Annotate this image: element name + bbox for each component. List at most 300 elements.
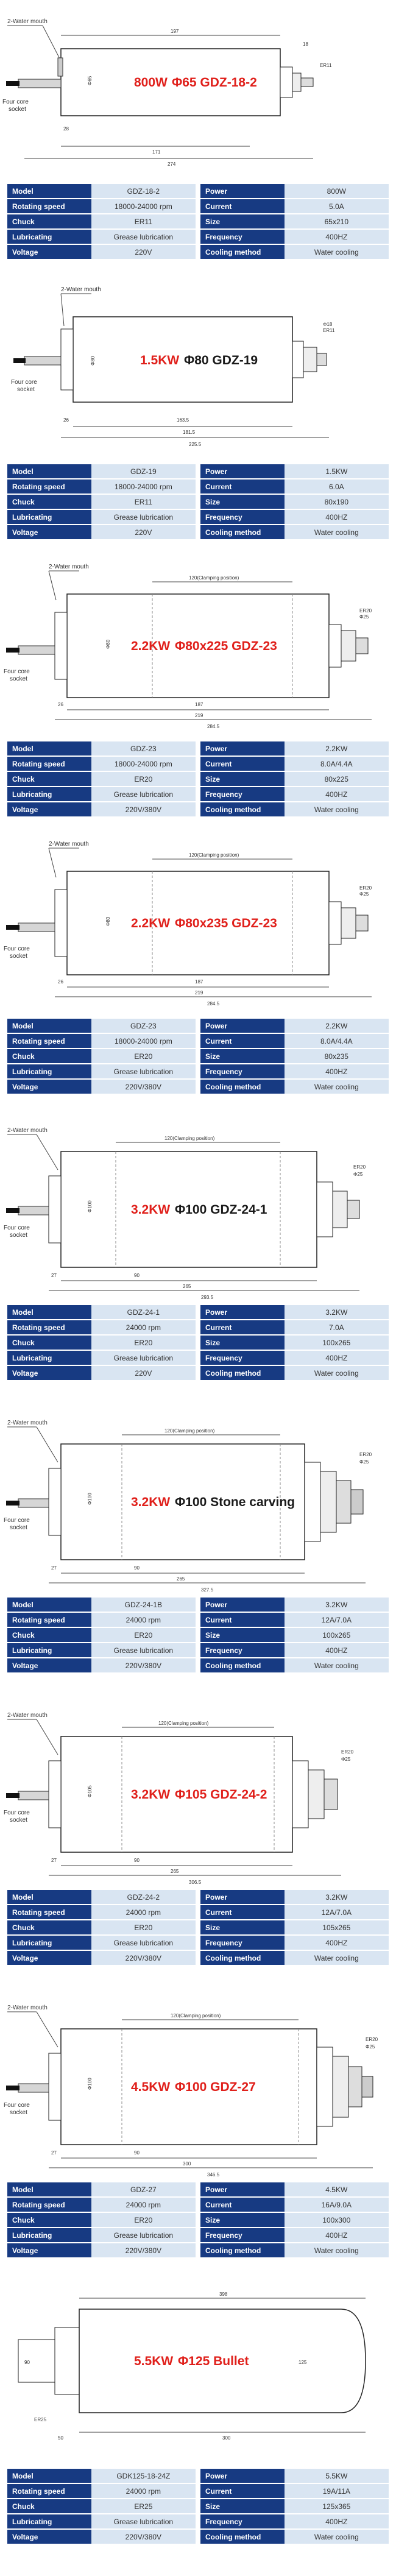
product-title-power: 3.2KW [131,1495,171,1509]
spec-key: Rotating speed [7,1320,91,1334]
spec-value: 19A/11A [285,2484,389,2498]
spec-key: Model [7,741,91,755]
spec-key: Cooling method [200,1366,285,1380]
spec-value: ER20 [91,2213,196,2227]
dim-r: Φ25 [366,2044,375,2050]
dim-total: 327.5 [201,1587,214,1593]
dim-clamp: 120(Clamping position) [164,1136,215,1141]
dim-left: 50 [58,2435,63,2441]
spec-value: Grease lubrication [91,1064,196,1078]
water-mouth-label: 2-Water mouth [7,1127,48,1134]
product-title-power: 1.5KW [140,353,180,367]
spec-key: Power [200,1305,285,1319]
spec-value: 400HZ [285,2228,389,2242]
spec-value: 24000 rpm [91,1905,196,1919]
spec-value: ER11 [91,214,196,228]
spec-table [7,1304,389,1381]
socket-label: Four core [4,2102,30,2109]
spec-value: 8.0A/4.4A [285,757,389,771]
spec-value: 24000 rpm [91,1613,196,1627]
product-title-model: Φ100 GDZ-24-1 [175,1203,267,1217]
spec-key: Rotating speed [7,1613,91,1627]
dim-mid: 90 [134,1565,140,1571]
spec-value: 400HZ [285,787,389,801]
dim-left: 26 [58,979,63,985]
spec-key: Voltage [7,2243,91,2257]
spec-value: GDZ-23 [91,741,196,755]
spec-key: Power [200,1598,285,1612]
spec-value: 220V/380V [91,1080,196,1094]
dim-body: 181.5 [183,430,196,435]
water-mouth-label: 2-Water mouth [49,564,89,570]
spec-key: Model [7,2182,91,2196]
spec-key: Frequency [200,787,285,801]
spindle-drawing-2-2kw-235 [0,835,396,1017]
dim-body: 219 [195,713,203,718]
spec-key: Cooling method [200,1080,285,1094]
water-mouth-label: 2-Water mouth [49,841,89,847]
dim-er: ER20 [353,1164,366,1170]
spec-key: Voltage [7,525,91,539]
spec-value: 220V/380V [91,802,196,816]
product-title-power: 4.5KW [131,2080,171,2094]
spec-value: 6.0A [285,479,389,494]
spec-value: 24000 rpm [91,2484,196,2498]
spec-value: 1.5KW [285,464,389,478]
spec-value: Water cooling [285,802,389,816]
spec-table [7,463,389,540]
spec-value: ER20 [91,772,196,786]
dim-total: 306.5 [189,1880,202,1885]
spec-key: Lubricating [7,2228,91,2242]
socket-label: Four core [4,1517,30,1524]
spec-key: Rotating speed [7,2484,91,2498]
spec-key: Power [200,184,285,198]
spec-value: 100x265 [285,1336,389,1350]
spec-key: Current [200,1613,285,1627]
spec-key: Power [200,464,285,478]
spec-value: 220V/380V [91,2243,196,2257]
spec-value: 80x235 [285,1049,389,1063]
dim-total: 346.5 [207,2172,220,2178]
spec-value: ER20 [91,1628,196,1642]
spec-value: ER25 [91,2499,196,2513]
spec-key: Current [200,1320,285,1334]
dim-clamp: 120(Clamping position) [189,575,239,581]
dim-r: Φ25 [359,1459,369,1465]
dim-total: 225.5 [189,442,202,447]
spec-value: Grease lubrication [91,510,196,524]
spec-key: Size [200,1628,285,1642]
dim-dia: 125 [299,2360,307,2365]
spec-value: 5.5KW [285,2469,389,2483]
spec-value: Grease lubrication [91,1643,196,1657]
spec-value: GDZ-24-1 [91,1305,196,1319]
spec-value: Water cooling [285,1951,389,1965]
socket-label-2: socket [10,2109,27,2116]
spec-key: Cooling method [200,1951,285,1965]
dim-r: Φ18 [323,322,333,327]
dim-body: 265 [183,1284,191,1289]
spec-key: Model [7,1019,91,1033]
four-core-socket [24,356,61,365]
dim-r: Φ25 [341,1757,351,1762]
spec-key: Cooling method [200,245,285,259]
spec-value: Water cooling [285,1080,389,1094]
spec-value: 400HZ [285,230,389,244]
socket-label: Four core [2,99,29,105]
spec-key: Current [200,2484,285,2498]
spec-key: Power [200,2469,285,2483]
spec-value: ER20 [91,1049,196,1063]
water-mouth-label: 2-Water mouth [7,2005,48,2011]
spec-value: 125x365 [285,2499,389,2513]
spec-value: 18000-24000 rpm [91,757,196,771]
dim-total: 398 [219,2291,228,2297]
spec-value: 12A/7.0A [285,1613,389,1627]
dim-er: ER11 [323,328,335,333]
spec-value: GDZ-24-2 [91,1890,196,1904]
dim-left: 27 [51,1273,57,1278]
spec-key: Current [200,479,285,494]
spec-key: Frequency [200,1643,285,1657]
product-title-model: Φ80 GDZ-19 [184,353,258,367]
spec-value: 220V/380V [91,1658,196,1672]
spec-key: Size [200,2499,285,2513]
spec-key: Chuck [7,214,91,228]
spec-key: Voltage [7,1366,91,1380]
spec-key: Lubricating [7,2514,91,2528]
spec-value: 3.2KW [285,1598,389,1612]
spec-key: Frequency [200,2228,285,2242]
socket-label-2: socket [10,676,27,682]
spec-key: Power [200,2182,285,2196]
dim-body: 300 [222,2435,231,2441]
spec-value: 100x300 [285,2213,389,2227]
spec-value: 5.0A [285,199,389,213]
spec-key: Chuck [7,772,91,786]
spec-value: 16A/9.0A [285,2198,389,2212]
spindle-drawing-1-5kw [0,280,396,463]
spec-value: 220V/380V [91,2530,196,2544]
dim-dia: Φ65 [87,76,93,85]
socket-label: Four core [4,668,30,675]
dim-body: 265 [177,1576,185,1582]
dim-er: ER20 [366,2037,378,2042]
spec-table [7,1017,389,1095]
water-mouth-label: 2-Water mouth [7,1420,48,1426]
spec-key: Model [7,1305,91,1319]
spindle-drawing-2-2kw-225 [0,557,396,740]
spec-value: 80x225 [285,772,389,786]
spec-value: 220V [91,525,196,539]
spec-key: Current [200,2198,285,2212]
spec-value: 80x190 [285,495,389,509]
spec-value: 400HZ [285,1643,389,1657]
product-title-model: Φ100 Stone carving [175,1495,295,1509]
dim-total: 284.5 [207,724,220,729]
dim-er: ER11 [320,63,332,68]
product-title-power: 2.2KW [131,639,171,653]
dim-left: 27 [51,2150,57,2156]
spec-key: Chuck [7,1049,91,1063]
spec-value: Water cooling [285,1658,389,1672]
spindle-drawing-3-2kw-stone [0,1414,396,1596]
spec-value: ER20 [91,1920,196,1934]
spindle-drawing-4-5kw [0,1998,396,2181]
spec-key: Frequency [200,510,285,524]
socket-label: Four core [4,1225,30,1231]
water-mouth-label: 2-Water mouth [61,286,101,293]
spec-key: Lubricating [7,1064,91,1078]
spec-key: Lubricating [7,1351,91,1365]
spec-value: Grease lubrication [91,2228,196,2242]
dim-total: 284.5 [207,1001,220,1007]
spec-key: Current [200,199,285,213]
spec-key: Size [200,772,285,786]
spec-key: Lubricating [7,230,91,244]
spec-value: Grease lubrication [91,230,196,244]
spec-key: Voltage [7,1951,91,1965]
spec-key: Model [7,464,91,478]
dim-left: 26 [63,417,69,423]
socket-label: Four core [11,379,37,386]
spec-key: Voltage [7,1080,91,1094]
spec-table [7,183,389,260]
spec-key: Rotating speed [7,1905,91,1919]
socket-label: Four core [4,1810,30,1816]
socket-label-2: socket [9,106,26,113]
water-mouth-label: 2-Water mouth [7,1712,48,1719]
spec-key: Current [200,757,285,771]
spec-key: Chuck [7,495,91,509]
spec-value: 18000-24000 rpm [91,1034,196,1048]
socket-label: Four core [4,946,30,952]
dim-left: 27 [51,1565,57,1571]
spec-key: Size [200,1336,285,1350]
spec-key: Rotating speed [7,479,91,494]
dim-r: Φ25 [359,891,369,897]
spec-key: Voltage [7,245,91,259]
socket-label-2: socket [10,1232,27,1239]
socket-label-2: socket [10,953,27,960]
spec-key: Chuck [7,2499,91,2513]
dim-mid: 171 [152,149,161,155]
spec-value: 7.0A [285,1320,389,1334]
spec-key: Model [7,184,91,198]
dim-er: ER20 [341,1749,354,1755]
dim-dia: Φ105 [87,1785,93,1797]
spec-key: Model [7,1890,91,1904]
dim-left: 26 [58,702,63,707]
spindle-drawing-3-2kw-24-1 [0,1121,396,1304]
spec-value: 220V [91,245,196,259]
spec-key: Size [200,495,285,509]
dim-clamp: 120(Clamping position) [189,852,239,858]
spec-key: Lubricating [7,1643,91,1657]
spec-value: GDZ-27 [91,2182,196,2196]
dim-mid: 187 [195,979,203,985]
spec-value: Water cooling [285,2530,389,2544]
spec-key: Frequency [200,2514,285,2528]
spec-key: Chuck [7,1628,91,1642]
spec-value: 4.5KW [285,2182,389,2196]
spec-value: Grease lubrication [91,2514,196,2528]
spec-key: Cooling method [200,525,285,539]
dim-er: ER20 [359,608,372,614]
spec-value: GDZ-23 [91,1019,196,1033]
spec-key: Power [200,1890,285,1904]
spec-value: 400HZ [285,2514,389,2528]
spec-value: Water cooling [285,2243,389,2257]
spec-value: 2.2KW [285,1019,389,1033]
dim-mid: 187 [195,702,203,707]
product-title-model: Φ105 GDZ-24-2 [175,1788,267,1802]
spec-key: Lubricating [7,1936,91,1950]
dim-left: 27 [51,1858,57,1863]
spec-value: 400HZ [285,1936,389,1950]
spec-value: 800W [285,184,389,198]
spec-value: GDZ-18-2 [91,184,196,198]
spec-key: Cooling method [200,2530,285,2544]
socket-label-2: socket [10,1817,27,1824]
spec-value: 400HZ [285,510,389,524]
socket-label-2: socket [10,1524,27,1531]
spec-key: Voltage [7,2530,91,2544]
spec-key: Lubricating [7,787,91,801]
dim-body: 300 [183,2161,191,2167]
spec-key: Chuck [7,2213,91,2227]
dim-mid: 90 [134,1858,140,1863]
spec-value: Grease lubrication [91,1351,196,1365]
dim-dia: Φ100 [87,2078,93,2090]
spec-table [7,1596,389,1674]
dim-body: 219 [195,990,203,996]
dim-r: Φ25 [353,1172,363,1177]
spec-value: 220V [91,1366,196,1380]
spec-key: Size [200,1049,285,1063]
spec-key: Size [200,2213,285,2227]
spec-key: Model [7,1598,91,1612]
dim-dia: Φ80 [105,639,111,649]
spec-table [7,740,389,818]
spec-value: 2.2KW [285,741,389,755]
spindle-drawing-800w [0,12,396,177]
spec-value: 18000-24000 rpm [91,199,196,213]
dim-dia: Φ80 [90,356,96,366]
dim-dia: Φ80 [105,916,111,926]
product-title-model: Φ100 GDZ-27 [175,2080,256,2094]
spec-key: Frequency [200,1351,285,1365]
spec-value: 12A/7.0A [285,1905,389,1919]
spec-value: GDZ-24-1B [91,1598,196,1612]
spec-key: Model [7,2469,91,2483]
dim-clamp: 120(Clamping position) [164,1428,215,1434]
spec-key: Cooling method [200,1658,285,1672]
spec-key: Chuck [7,1920,91,1934]
spec-value: Grease lubrication [91,1936,196,1950]
product-title-power: 3.2KW [131,1203,171,1217]
dim-total: 293.5 [201,1295,214,1300]
dim-left: 28 [63,126,69,132]
spec-key: Frequency [200,1936,285,1950]
product-title-power: 800W [134,76,168,90]
dim-r: Φ25 [359,614,369,620]
spec-value: GDZ-19 [91,464,196,478]
dim-mid: 163.5 [177,417,189,423]
spec-key: Power [200,741,285,755]
product-title-model: Φ80x225 GDZ-23 [175,639,277,653]
dim-er: ER20 [359,885,372,891]
spec-table [7,2181,389,2259]
product-title-power: 5.5KW [134,2354,174,2368]
spec-key: Rotating speed [7,1034,91,1048]
dim-clamp: 120(Clamping position) [171,2013,221,2019]
spec-value: 220V/380V [91,1951,196,1965]
spec-key: Rotating speed [7,199,91,213]
product-title-power: 2.2KW [131,916,171,930]
spec-value: Water cooling [285,245,389,259]
spec-key: Cooling method [200,802,285,816]
spec-value: 3.2KW [285,1305,389,1319]
spec-value: ER20 [91,1336,196,1350]
dim-mid: 90 [134,1273,140,1278]
spec-table [7,2468,389,2545]
spec-value: Water cooling [285,525,389,539]
spec-key: Current [200,1034,285,1048]
spec-value: Water cooling [285,1366,389,1380]
spec-value: 3.2KW [285,1890,389,1904]
dim-r: 90 [24,2360,30,2365]
spec-key: Frequency [200,1064,285,1078]
spec-table [7,1889,389,1966]
spindle-drawing-5-5kw [0,2291,396,2474]
spec-key: Current [200,1905,285,1919]
spec-key: Power [200,1019,285,1033]
dim-body: 197 [171,29,179,34]
four-core-socket [18,79,61,88]
spec-key: Frequency [200,230,285,244]
dim-er: ER25 [34,2417,47,2422]
spec-value: 65x210 [285,214,389,228]
spec-value: ER11 [91,495,196,509]
spec-value: 18000-24000 rpm [91,479,196,494]
spec-value: 24000 rpm [91,1320,196,1334]
product-title-model: Φ65 GDZ-18-2 [172,76,257,90]
dim-r: 18 [303,41,308,47]
spec-value: 8.0A/4.4A [285,1034,389,1048]
product-title-model: Φ80x235 GDZ-23 [175,916,277,930]
dim-body: 265 [171,1869,179,1874]
spec-key: Rotating speed [7,2198,91,2212]
spec-key: Voltage [7,802,91,816]
spec-key: Size [200,214,285,228]
dim-dia: Φ100 [87,1200,93,1212]
spec-value: 100x265 [285,1628,389,1642]
spec-key: Lubricating [7,510,91,524]
spec-key: Rotating speed [7,757,91,771]
spec-key: Voltage [7,1658,91,1672]
spec-value: GDK125-18-24Z [91,2469,196,2483]
spec-value: 105x265 [285,1920,389,1934]
socket-label-2: socket [17,386,35,393]
spec-value: 400HZ [285,1351,389,1365]
dim-er: ER20 [359,1452,372,1457]
spec-value: 24000 rpm [91,2198,196,2212]
spec-value: 400HZ [285,1064,389,1078]
product-title-model: Φ125 Bullet [178,2354,249,2368]
spec-key: Cooling method [200,2243,285,2257]
